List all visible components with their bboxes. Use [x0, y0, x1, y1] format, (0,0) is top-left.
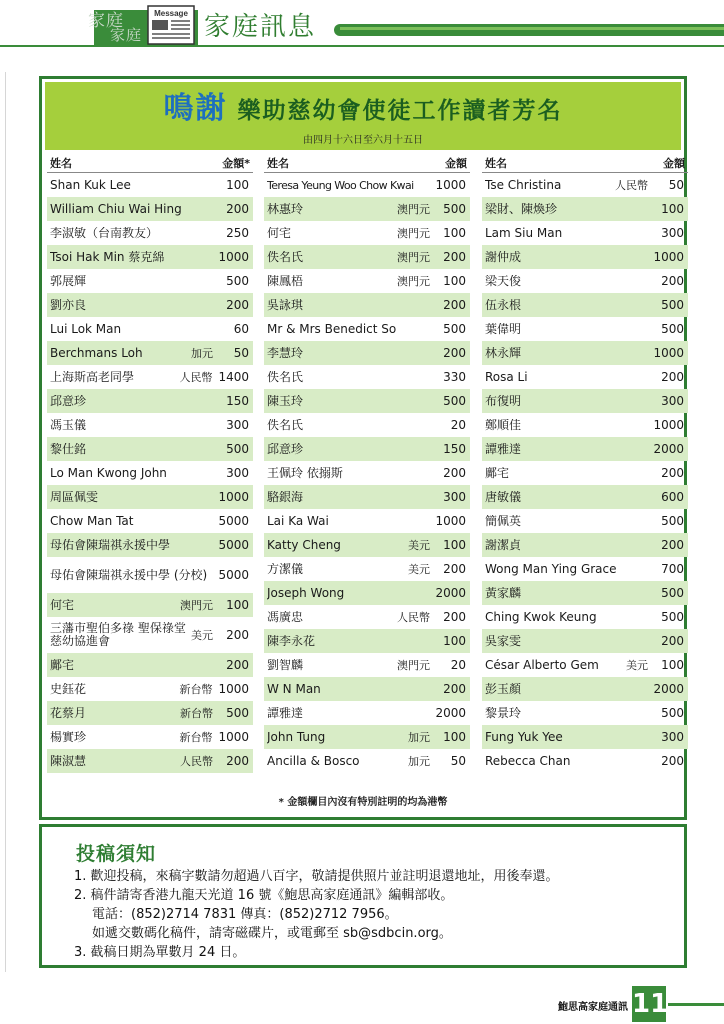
- donor-name: César Alberto Gem: [485, 658, 599, 672]
- donor-name: 陳玉玲: [267, 394, 304, 408]
- donor-name: 陳鳳梧: [267, 274, 304, 288]
- donor-row: [482, 509, 688, 533]
- message-label: Message: [154, 9, 188, 18]
- donation-amount: 5000: [218, 513, 249, 528]
- donation-amount: 100: [443, 537, 466, 552]
- donor-row: [482, 629, 688, 653]
- donor-row: [482, 413, 688, 437]
- donor-name: 三藩市聖伯多祿 聖保祿堂慈幼協進會: [50, 622, 186, 648]
- donor-name: 梁天俊: [485, 274, 522, 288]
- column-header: [482, 153, 688, 173]
- donation-amount: 300: [661, 225, 684, 240]
- donor-row: [47, 617, 253, 653]
- banner-title-thanks: 鳴謝: [163, 91, 228, 126]
- donor-row: [482, 389, 688, 413]
- donor-row: [482, 653, 688, 677]
- donation-currency: 澳門元: [397, 274, 430, 288]
- donation-amount: 50: [668, 177, 684, 192]
- donor-row: [264, 509, 470, 533]
- donor-column-2: [264, 153, 470, 773]
- column-header-amount: 金額: [663, 156, 685, 170]
- donor-row: [264, 605, 470, 629]
- donor-row: [47, 437, 253, 461]
- donor-name: Tsoi Hak Min 蔡克綿: [50, 250, 165, 264]
- donor-row: [482, 437, 688, 461]
- donor-row: [264, 461, 470, 485]
- donation-amount: 2000: [435, 705, 466, 720]
- donation-amount: 200: [443, 609, 466, 624]
- submission-text: [74, 867, 559, 962]
- donation-amount: 200: [661, 465, 684, 480]
- donation-amount: 500: [661, 513, 684, 528]
- donor-name: 母佑會陳瑞祺永援中學: [50, 538, 171, 552]
- donor-row: [264, 725, 470, 749]
- donor-row: [482, 317, 688, 341]
- donation-amount: 2000: [653, 441, 684, 456]
- donor-name: 花蔡月: [50, 706, 87, 720]
- donation-amount: 1000: [218, 249, 249, 264]
- donation-amount: 1000: [653, 345, 684, 360]
- donor-row: [482, 293, 688, 317]
- donation-currency: 人民幣: [615, 178, 648, 192]
- donation-amount: 600: [661, 489, 684, 504]
- footer-rule: [668, 1003, 724, 1006]
- donor-row: [47, 749, 253, 773]
- donor-name: Shan Kuk Lee: [50, 178, 131, 192]
- donation-amount: 50: [450, 753, 466, 768]
- donor-name: 邱意珍: [50, 394, 87, 408]
- donation-currency: 人民幣: [180, 754, 213, 768]
- donor-row: [264, 413, 470, 437]
- donor-row: [264, 749, 470, 773]
- donation-amount: 300: [661, 393, 684, 408]
- donor-row: [482, 749, 688, 773]
- donor-row: [264, 197, 470, 221]
- donation-amount: 1000: [653, 417, 684, 432]
- currency-footnote: * 金額欄目內沒有特別註明的均為港幣: [278, 797, 448, 808]
- donor-name: 何宅: [50, 598, 75, 612]
- donor-name: 馮玉儀: [50, 418, 87, 432]
- donor-row: [47, 485, 253, 509]
- donation-amount: 300: [226, 465, 249, 480]
- donor-name: 史鈺花: [50, 682, 87, 696]
- donation-amount: 500: [661, 585, 684, 600]
- donation-currency: 澳門元: [180, 598, 213, 612]
- donor-row: [264, 581, 470, 605]
- donor-name: 謝仲成: [485, 250, 522, 264]
- donor-name: 上海斯高老同學: [50, 370, 135, 384]
- donor-name: Chow Man Tat: [50, 514, 134, 528]
- donor-row: [482, 341, 688, 365]
- donation-currency: 美元: [408, 538, 430, 552]
- donor-row: [264, 173, 470, 197]
- donor-name: W N Man: [267, 682, 321, 696]
- donor-row: [47, 461, 253, 485]
- donation-currency: 加元: [408, 730, 430, 744]
- donation-amount: 100: [443, 633, 466, 648]
- donor-row: [47, 677, 253, 701]
- donor-row: [264, 341, 470, 365]
- donor-row: [264, 293, 470, 317]
- donor-row: [482, 173, 688, 197]
- donor-name: 黎景玲: [485, 706, 522, 720]
- donor-name: 李慧玲: [267, 346, 304, 360]
- donor-row: [482, 701, 688, 725]
- footer-publication-name: 鮑思高家庭通訊: [558, 1002, 628, 1013]
- donor-name: John Tung: [267, 730, 326, 744]
- submission-line-email: 如遞交數碼化稿件，請寄磁碟片，或電郵至 sb@sdbcin.org。: [92, 926, 452, 941]
- donation-amount: 200: [661, 273, 684, 288]
- donation-amount: 100: [443, 225, 466, 240]
- donation-amount: 100: [443, 729, 466, 744]
- donation-amount: 2000: [653, 681, 684, 696]
- donation-amount: 150: [443, 441, 466, 456]
- donor-column-1: [47, 153, 253, 773]
- donation-amount: 300: [661, 729, 684, 744]
- donation-amount: 200: [443, 561, 466, 576]
- donation-currency: 澳門元: [397, 226, 430, 240]
- donor-row: [47, 317, 253, 341]
- donation-amount: 100: [226, 177, 249, 192]
- donor-name: 鄺宅: [50, 658, 75, 672]
- header-rule-highlight: [340, 27, 724, 30]
- donor-name: 黎仕銘: [50, 442, 87, 456]
- submission-line-3: 3. 截稿日期為單數月 24 日。: [74, 945, 246, 960]
- donation-amount: 200: [661, 753, 684, 768]
- donation-amount: 200: [443, 465, 466, 480]
- donation-amount: 200: [226, 201, 249, 216]
- donation-amount: 200: [661, 369, 684, 384]
- header-rule: [334, 24, 724, 36]
- donor-name: Rebecca Chan: [485, 754, 571, 768]
- donor-name: Wong Man Ying Grace: [485, 562, 617, 576]
- donation-amount: 500: [226, 273, 249, 288]
- donation-amount: 100: [443, 273, 466, 288]
- donation-currency: 人民幣: [179, 370, 213, 384]
- donor-name: Lai Ka Wai: [267, 514, 329, 528]
- donation-amount: 20: [450, 657, 466, 672]
- donor-name: Teresa Yeung Woo Chow Kwai: [267, 178, 414, 192]
- donor-name: Joseph Wong: [267, 586, 345, 600]
- donation-amount: 20: [450, 417, 466, 432]
- donor-row: [482, 533, 688, 557]
- donation-amount: 500: [661, 321, 684, 336]
- submission-line-2: 2. 稿件請寄香港九龍天光道 16 號《鮑思高家庭通訊》編輯部收。: [74, 888, 454, 903]
- donation-currency: 新台幣: [179, 682, 213, 696]
- donor-row: [264, 677, 470, 701]
- page-header: [0, 0, 724, 48]
- donor-row: [482, 461, 688, 485]
- submission-guidelines-box: [39, 824, 687, 968]
- donor-name: 劉亦良: [50, 298, 87, 312]
- donor-name: 彭玉顏: [485, 682, 522, 696]
- donor-name: 母佑會陳瑞祺永援中學 (分校): [50, 568, 208, 582]
- donation-currency: 美元: [626, 658, 648, 672]
- submission-title: 投稿須知: [76, 843, 157, 865]
- header-watermark: 家庭: [88, 11, 124, 31]
- donor-name: 吳詠琪: [267, 298, 304, 312]
- donor-name: 王佩玲 依搦斯: [267, 466, 343, 480]
- donor-row: [264, 317, 470, 341]
- donor-row: [47, 413, 253, 437]
- page-number: 11: [632, 986, 666, 1022]
- donation-amount: 200: [443, 249, 466, 264]
- donor-row: [47, 557, 253, 593]
- donation-amount: 1000: [218, 729, 249, 744]
- donor-row: [482, 677, 688, 701]
- donor-name: Lo Man Kwong John: [50, 466, 167, 480]
- donation-amount: 200: [661, 633, 684, 648]
- banner-title: [45, 92, 681, 130]
- donor-name: 周區佩雯: [50, 490, 99, 504]
- donor-row: [47, 245, 253, 269]
- donor-row: [47, 293, 253, 317]
- donor-name: 梁財、陳煥珍: [485, 202, 558, 216]
- header-watermark-2: 家庭: [110, 26, 143, 44]
- donation-amount: 500: [443, 393, 466, 408]
- donor-row: [264, 557, 470, 581]
- donor-name: 譚雅達: [267, 706, 304, 720]
- column-header-name: 姓名: [50, 156, 72, 170]
- donation-currency: 加元: [408, 754, 430, 768]
- donation-currency: 美元: [191, 628, 213, 642]
- donor-name: 駱銀海: [267, 490, 304, 504]
- donation-amount: 200: [226, 753, 249, 768]
- donation-amount: 200: [443, 345, 466, 360]
- donor-row: [47, 533, 253, 557]
- donor-name: Lui Lok Man: [50, 322, 122, 336]
- donor-name: 唐敏儀: [485, 490, 522, 504]
- donation-currency: 人民幣: [397, 610, 430, 624]
- donation-amount: 1000: [653, 249, 684, 264]
- donor-name: 佚名氏: [267, 418, 304, 432]
- donation-amount: 500: [226, 441, 249, 456]
- donation-amount: 300: [226, 417, 249, 432]
- donor-name: William Chiu Wai Hing: [50, 202, 182, 216]
- donor-row: [482, 485, 688, 509]
- donation-amount: 150: [226, 393, 249, 408]
- donation-currency: 加元: [191, 346, 213, 360]
- column-header: [47, 153, 253, 173]
- donor-row: [47, 593, 253, 617]
- donor-name: 林惠玲: [267, 202, 304, 216]
- donation-amount: 500: [661, 609, 684, 624]
- donor-list-box: [39, 76, 687, 820]
- donation-amount: 1000: [218, 681, 249, 696]
- donor-name: 黃家麟: [485, 586, 522, 600]
- donor-name: 李淑敏（台南教友）: [50, 226, 159, 240]
- donor-row: [482, 197, 688, 221]
- column-header-amount: 金額: [445, 156, 467, 170]
- donor-name: 鄭順佳: [485, 418, 522, 432]
- submission-line-1: 1. 歡迎投稿，來稿字數請勿超過八百字，敬請提供照片並註明退還地址，用後奉還。: [74, 869, 559, 884]
- donation-amount: 200: [226, 657, 249, 672]
- donation-currency: 澳門元: [397, 658, 430, 672]
- donor-name: Berchmans Loh: [50, 346, 143, 360]
- donor-row: [482, 725, 688, 749]
- donation-amount: 700: [661, 561, 684, 576]
- donor-name: 林永輝: [485, 346, 522, 360]
- donor-name: 佚名氏: [267, 370, 304, 384]
- donor-row: [482, 245, 688, 269]
- donor-name: Mr & Mrs Benedict So: [267, 322, 397, 336]
- header-divider: [0, 45, 724, 47]
- donation-currency: 澳門元: [397, 202, 430, 216]
- donation-amount: 1000: [435, 513, 466, 528]
- donor-name: 伍永根: [485, 298, 522, 312]
- donor-row: [47, 653, 253, 677]
- donor-name: Rosa Li: [485, 370, 528, 384]
- donor-name: Tse Christina: [485, 178, 562, 192]
- donation-amount: 200: [226, 297, 249, 312]
- donor-name: Ancilla & Bosco: [267, 754, 360, 768]
- donor-row: [264, 533, 470, 557]
- donor-row: [482, 557, 688, 581]
- page-title: 家庭訊息: [204, 12, 317, 42]
- donation-amount: 1000: [218, 489, 249, 504]
- donor-name: 鄺宅: [485, 466, 510, 480]
- donor-name: Katty Cheng: [267, 538, 341, 552]
- donor-name: 吳家雯: [485, 634, 522, 648]
- donor-name: 簡佩英: [485, 514, 522, 528]
- donation-amount: 200: [226, 627, 249, 642]
- donor-name: 邱意珍: [267, 442, 304, 456]
- side-margin-line: [0, 72, 6, 972]
- donor-row: [264, 389, 470, 413]
- donation-amount: 500: [661, 297, 684, 312]
- donor-row: [264, 485, 470, 509]
- donor-row: [47, 221, 253, 245]
- donor-row: [482, 365, 688, 389]
- donation-amount: 500: [443, 321, 466, 336]
- column-header-amount: 金額*: [222, 156, 250, 170]
- donor-row: [482, 581, 688, 605]
- donor-name: 何宅: [267, 226, 292, 240]
- donor-row: [264, 629, 470, 653]
- donation-amount: 5000: [218, 537, 249, 552]
- donation-amount: 500: [443, 201, 466, 216]
- donor-row: [47, 269, 253, 293]
- donor-name: Ching Kwok Keung: [485, 610, 597, 624]
- donor-name: 佚名氏: [267, 250, 304, 264]
- donor-column-3: [482, 153, 688, 773]
- donation-amount: 1000: [435, 177, 466, 192]
- donor-row: [47, 341, 253, 365]
- donor-row: [264, 653, 470, 677]
- donor-row: [482, 605, 688, 629]
- donation-amount: 200: [443, 681, 466, 696]
- donor-row: [264, 245, 470, 269]
- donor-name: 劉智麟: [267, 658, 304, 672]
- donor-name: 謝潔貞: [485, 538, 522, 552]
- donation-currency: 美元: [408, 562, 430, 576]
- donation-amount: 100: [226, 597, 249, 612]
- donation-currency: 新台幣: [179, 730, 213, 744]
- donor-name: 葉偉明: [485, 322, 522, 336]
- banner-title-subtitle: 樂助慈幼會使徒工作讀者芳名: [237, 98, 563, 124]
- donor-name: 布復明: [485, 394, 522, 408]
- donation-amount: 200: [661, 537, 684, 552]
- donation-amount: 5000: [218, 567, 249, 582]
- newspaper-icon: [146, 4, 196, 46]
- donor-row: [47, 701, 253, 725]
- donor-row: [47, 197, 253, 221]
- donor-row: [47, 725, 253, 749]
- donor-name: Fung Yuk Yee: [485, 730, 563, 744]
- donor-name: 馮廣忠: [267, 610, 304, 624]
- donation-amount: 500: [226, 705, 249, 720]
- donor-row: [264, 437, 470, 461]
- donation-amount: 500: [661, 705, 684, 720]
- donation-currency: 澳門元: [397, 250, 430, 264]
- donation-amount: 100: [661, 657, 684, 672]
- donor-row: [264, 269, 470, 293]
- donor-row: [264, 221, 470, 245]
- donor-row: [482, 269, 688, 293]
- donation-amount: 300: [443, 489, 466, 504]
- donation-amount: 200: [443, 297, 466, 312]
- donor-name: 陳李永花: [267, 634, 316, 648]
- column-header-name: 姓名: [267, 156, 289, 170]
- donor-name: 方潔儀: [267, 562, 304, 576]
- donation-amount: 330: [443, 369, 466, 384]
- date-range: 由四月十六日至六月十五日: [303, 135, 423, 146]
- donor-name: 郭展輝: [50, 274, 87, 288]
- donation-amount: 50: [233, 345, 249, 360]
- donor-name: 譚雅達: [485, 442, 522, 456]
- donation-amount: 250: [226, 225, 249, 240]
- donation-currency: 新台幣: [180, 706, 213, 720]
- donation-amount: 1400: [218, 369, 249, 384]
- column-header: [264, 153, 470, 173]
- donor-row: [482, 221, 688, 245]
- donor-row: [47, 509, 253, 533]
- donation-amount: 2000: [435, 585, 466, 600]
- donor-name: Lam Siu Man: [485, 226, 563, 240]
- donor-row: [47, 173, 253, 197]
- donor-name: 楊實珍: [50, 730, 87, 744]
- donor-row: [47, 365, 253, 389]
- donor-row: [264, 701, 470, 725]
- donation-amount: 100: [661, 201, 684, 216]
- donor-name: 陳淑慧: [50, 754, 87, 768]
- column-header-name: 姓名: [485, 156, 507, 170]
- donor-row: [264, 365, 470, 389]
- submission-line-contact: 電話：(852)2714 7831 傳真：(852)2712 7956。: [92, 907, 398, 922]
- donor-row: [47, 389, 253, 413]
- donation-amount: 60: [233, 321, 249, 336]
